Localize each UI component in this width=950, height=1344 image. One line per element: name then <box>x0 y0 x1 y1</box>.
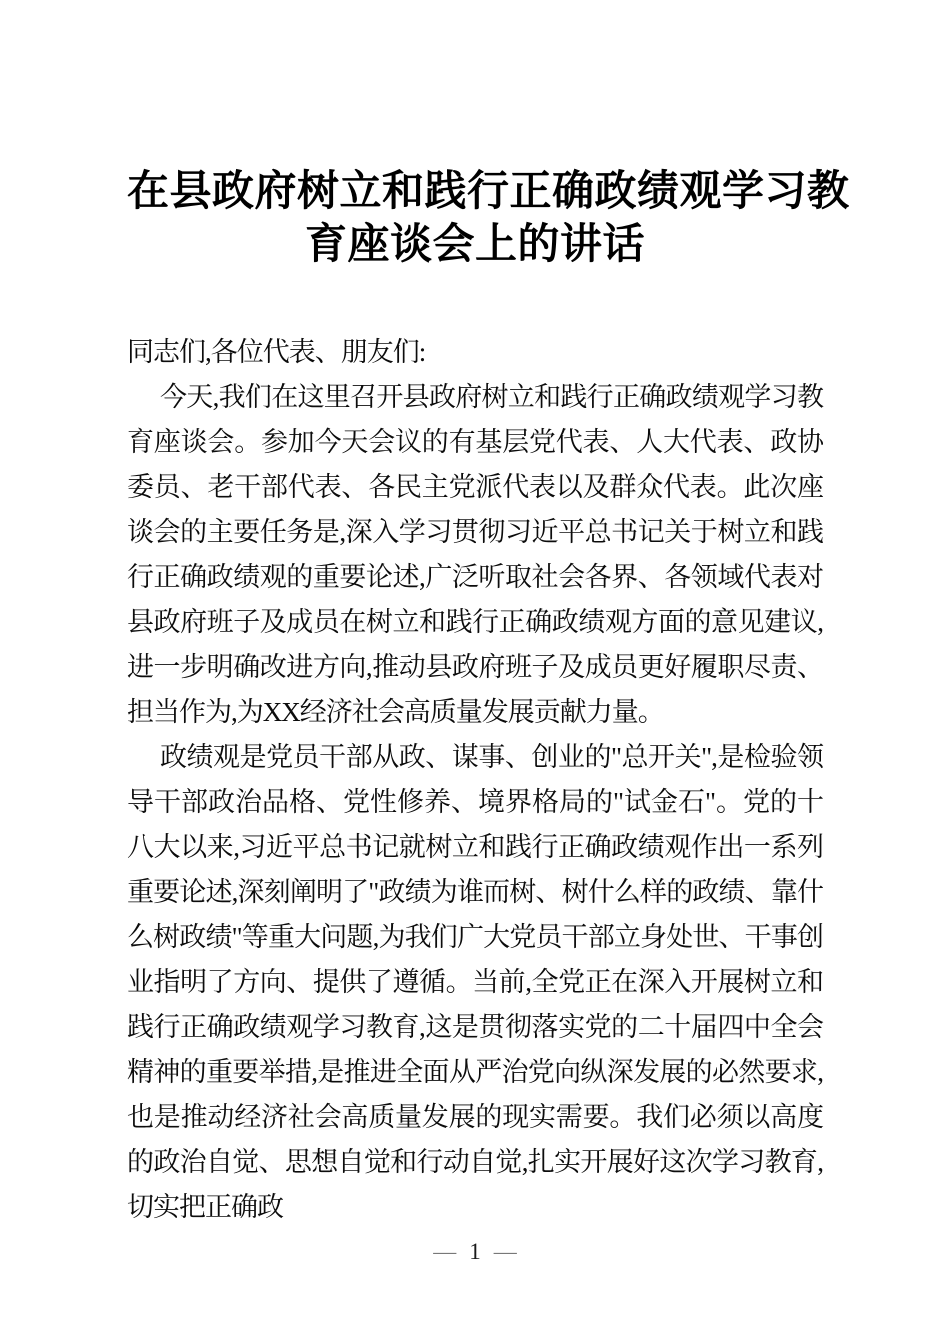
salutation-paragraph: 同志们,各位代表、朋友们: <box>127 337 426 367</box>
document-title <box>127 166 850 272</box>
page-footer <box>0 1238 950 1266</box>
footer-left-dash: — <box>433 1239 457 1264</box>
footer-right-dash: — <box>493 1239 517 1264</box>
body-paragraph-2: 政绩观是党员干部从政、谋事、创业的"总开关",是检验领导干部政治品格、党性修养、境界格局的"试金石"。党的十八大以来,习近平总书记就树立和践行正确政绩观作出一系列重要论述,深刻阐明了"政绩为谁而树、树什么样的政绩、靠什么树政绩"等重大问题,为我们广大党员干部立身处世、干事创业指明了方向、提供了遵循。当前,全党正在深入开展树立和践行正确政绩观学习教育,这是贯彻落实党的二十届四中全会精神的重要举措,是推进全面从严治党向纵深发展的必然要求,也是推动经济社会高质量发展的现实需要。我们必须以高度的政治自觉、思想自觉和行动自觉,扎实开展好这次学习教育,切实把正确政 <box>127 742 823 1222</box>
title-line-2: 育座谈会上的讲话 <box>304 222 645 268</box>
document-body <box>127 330 823 1230</box>
page-number: 1 <box>469 1239 481 1264</box>
body-paragraph-1: 今天,我们在这里召开县政府树立和践行正确政绩观学习教育座谈会。参加今天会议的有基层党代表、人大代表、政协委员、老干部代表、各民主党派代表以及群众代表。此次座谈会的主要任务是,深入学习贯彻习近平总书记关于树立和践行正确政绩观的重要论述,广泛听取社会各界、各领域代表对县政府班子及成员在树立和践行正确政绩观方面的意见建议,进一步明确改进方向,推动县政府班子及成员更好履职尽责、担当作为,为XX经济社会高质量发展贡献力量。 <box>127 382 823 727</box>
title-line-1: 在县政府树立和践行正确政绩观学习教 <box>127 169 850 215</box>
